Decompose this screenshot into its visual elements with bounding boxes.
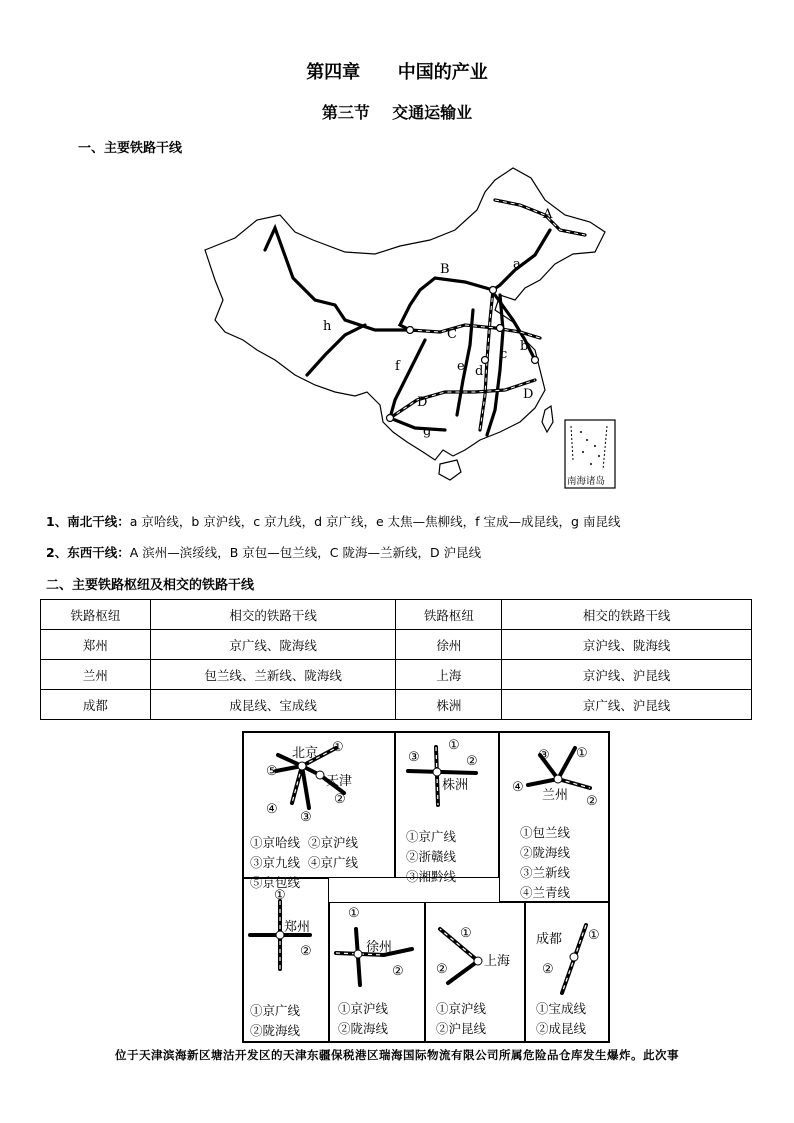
china-railway-map bbox=[195, 160, 620, 490]
inset-label: 南海诸岛 bbox=[567, 476, 606, 487]
svg-text:④: ④ bbox=[512, 780, 524, 795]
diagram-shanghai bbox=[425, 902, 525, 1042]
svg-text:⑤: ⑤ bbox=[266, 764, 278, 779]
map-label-h: h bbox=[323, 319, 332, 334]
diagram-legend: ①京沪线 ②沪昆线 bbox=[436, 1001, 487, 1036]
north-south-lead: 1、南北干线： bbox=[46, 514, 130, 529]
diagram-city: 成都 bbox=[536, 932, 563, 947]
diagram-chengdu bbox=[525, 902, 609, 1042]
east-west-text: A 滨州—滨绥线，B 京包—包兰线，C 陇海—兰新线，D 沪昆线 bbox=[129, 545, 482, 560]
heading-hubs: 二、主要铁路枢纽及相交的铁路干线 bbox=[46, 578, 255, 593]
map-label-c: c bbox=[500, 347, 508, 362]
table-cell: 成都 bbox=[41, 690, 151, 720]
table-header: 相交的铁路干线 bbox=[502, 600, 752, 630]
taiwan-island bbox=[542, 406, 553, 432]
svg-text:①: ① bbox=[588, 928, 600, 943]
diagram-legend: ①京沪线 ②陇海线 bbox=[338, 1001, 389, 1036]
map-label-f: f bbox=[395, 359, 400, 374]
map-label-B: B bbox=[440, 262, 450, 277]
diagram-city: 兰州 bbox=[542, 788, 569, 803]
table-cell: 徐州 bbox=[396, 630, 502, 660]
svg-text:②: ② bbox=[392, 964, 404, 979]
svg-text:②: ② bbox=[436, 962, 448, 977]
footer-text: 位于天津滨海新区塘沽开发区的天津东疆保税港区瑞海国际物流有限公司所属危险品仓库发生爆炸。此次事 bbox=[115, 1048, 679, 1062]
east-west-lead: 2、东西干线： bbox=[46, 545, 130, 560]
chapter-title: 第四章 中国的产业 bbox=[306, 62, 488, 83]
table-cell: 京广线、陇海线 bbox=[150, 630, 396, 660]
svg-text:①: ① bbox=[460, 926, 472, 941]
svg-text:①: ① bbox=[448, 738, 460, 753]
svg-text:④: ④ bbox=[266, 802, 278, 817]
svg-text:①: ① bbox=[348, 906, 360, 921]
diagram-legend: ①京哈线 ②京沪线 ③京九线 ④京广线 ⑤京包线 bbox=[250, 835, 358, 890]
table-cell: 上海 bbox=[396, 660, 502, 690]
svg-text:②: ② bbox=[586, 794, 598, 809]
hainan-island bbox=[439, 460, 461, 480]
svg-text:②: ② bbox=[466, 754, 478, 769]
rail-g bbox=[390, 418, 445, 430]
map-label-d: d bbox=[475, 364, 484, 379]
heading-main-lines: 一、主要铁路干线 bbox=[78, 141, 183, 156]
diagram-legend: ①京广线 ②陇海线 bbox=[250, 1003, 301, 1038]
table-header-row bbox=[41, 600, 752, 630]
svg-text:②: ② bbox=[334, 792, 346, 807]
svg-text:③: ③ bbox=[300, 810, 312, 825]
map-label-D-west: D bbox=[417, 395, 428, 410]
map-label-A: A bbox=[543, 207, 553, 222]
table-cell: 株洲 bbox=[396, 690, 502, 720]
map-label-D-east: D bbox=[523, 387, 534, 402]
rail-B bbox=[400, 278, 493, 330]
table-row bbox=[41, 630, 752, 660]
map-label-g: g bbox=[423, 424, 432, 439]
hub-table bbox=[40, 599, 752, 720]
diagram-lanzhou bbox=[499, 732, 609, 902]
map-label-a: a bbox=[513, 257, 521, 272]
diagram-city: 天津 bbox=[326, 774, 353, 789]
svg-text:②: ② bbox=[542, 962, 554, 977]
table-cell: 郑州 bbox=[41, 630, 151, 660]
diagram-city: 郑州 bbox=[284, 920, 311, 935]
table-cell: 兰州 bbox=[41, 660, 151, 690]
section-title: 第三节 交通运输业 bbox=[321, 103, 473, 122]
south-china-sea-inset bbox=[565, 420, 615, 488]
diagram-beijing bbox=[243, 732, 395, 890]
table-row bbox=[41, 660, 752, 690]
north-south-text: a 京哈线，b 京沪线，c 京九线，d 京广线，e 太焦—焦柳线，f 宝成—成昆线，g 南昆线 bbox=[129, 514, 621, 529]
diagram-legend: ①京广线 ②浙赣线 ③湘黔线 bbox=[406, 829, 457, 884]
svg-text:②: ② bbox=[300, 944, 312, 959]
table-header: 铁路枢纽 bbox=[41, 600, 151, 630]
diagram-city: 北京 bbox=[292, 746, 319, 761]
svg-text:①: ① bbox=[576, 746, 588, 761]
diagram-zhuzhou bbox=[395, 732, 499, 884]
map-label-C: C bbox=[447, 327, 457, 342]
table-header: 相交的铁路干线 bbox=[150, 600, 396, 630]
table-row bbox=[41, 690, 752, 720]
svg-text:①: ① bbox=[332, 740, 344, 755]
diagram-zhengzhou bbox=[243, 878, 329, 1042]
table-cell: 包兰线、兰新线、陇海线 bbox=[150, 660, 396, 690]
table-cell: 成昆线、宝成线 bbox=[150, 690, 396, 720]
table-cell: 京沪线、陇海线 bbox=[502, 630, 752, 660]
diagram-city: 株洲 bbox=[442, 778, 469, 793]
table-header: 铁路枢纽 bbox=[396, 600, 502, 630]
map-label-e: e bbox=[457, 359, 465, 374]
diagram-city: 徐州 bbox=[366, 940, 393, 955]
diagram-xuzhou bbox=[329, 902, 425, 1042]
hub-diagrams bbox=[242, 731, 610, 1043]
diagram-legend: ①包兰线 ②陇海线 ③兰新线 ④兰青线 bbox=[520, 825, 571, 900]
diagram-legend: ①宝成线 ②成昆线 bbox=[536, 1001, 587, 1036]
rail-a bbox=[493, 230, 550, 290]
svg-text:①: ① bbox=[274, 888, 286, 903]
east-west-lines bbox=[46, 543, 481, 561]
north-south-lines bbox=[46, 512, 620, 530]
rail-A bbox=[495, 200, 585, 235]
svg-text:③: ③ bbox=[538, 748, 550, 763]
diagram-city: 上海 bbox=[484, 954, 511, 969]
svg-text:③: ③ bbox=[408, 750, 420, 765]
table-cell: 京广线、沪昆线 bbox=[502, 690, 752, 720]
map-label-b: b bbox=[520, 339, 529, 354]
table-cell: 京沪线、沪昆线 bbox=[502, 660, 752, 690]
